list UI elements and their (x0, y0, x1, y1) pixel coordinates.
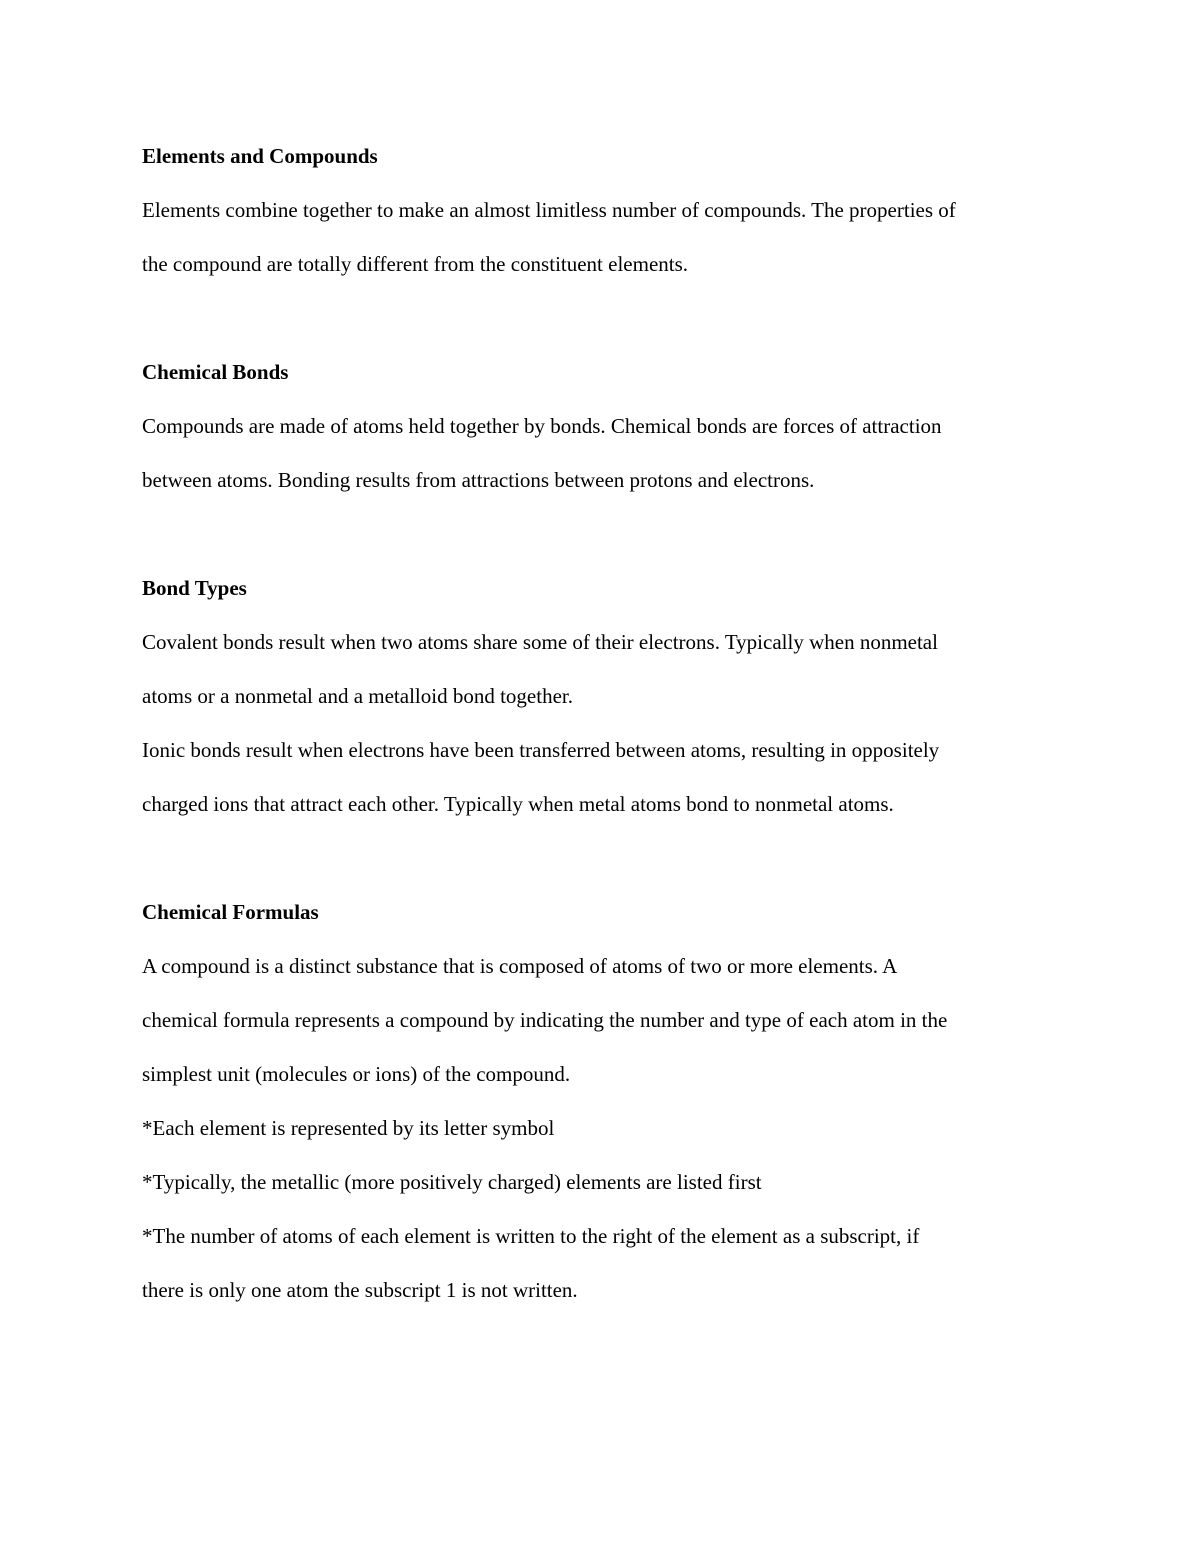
bullet-line: *Typically, the metallic (more positively charged) elements are listed first (142, 1170, 762, 1194)
section-chemical-formulas (142, 896, 1058, 1328)
section-heading: Elements and Compounds (142, 144, 378, 168)
body-line: the compound are totally different from the constituent elements. (142, 252, 689, 276)
body-line: Covalent bonds result when two atoms share some of their electrons. Typically when nonmetal (142, 630, 938, 654)
body-line: chemical formula represents a compound by indicating the number and type of each atom in the (142, 1008, 948, 1032)
section-body (142, 194, 1058, 302)
body-line: Compounds are made of atoms held together by bonds. Chemical bonds are forces of attraction (142, 414, 942, 438)
section-heading: Chemical Bonds (142, 360, 289, 384)
section-body (142, 950, 1058, 1328)
bullet-line: *The number of atoms of each element is written to the right of the element as a subscript, if (142, 1224, 920, 1248)
body-line: there is only one atom the subscript 1 is not written. (142, 1278, 578, 1302)
body-line: A compound is a distinct substance that is composed of atoms of two or more elements. A (142, 954, 898, 978)
body-line: atoms or a nonmetal and a metalloid bond together. (142, 684, 573, 708)
section-heading: Chemical Formulas (142, 900, 319, 924)
body-line: Elements combine together to make an almost limitless number of compounds. The properties of (142, 198, 956, 222)
section-heading: Bond Types (142, 576, 247, 600)
section-elements-and-compounds (142, 140, 1058, 302)
body-line: between atoms. Bonding results from attractions between protons and electrons. (142, 468, 815, 492)
section-body (142, 626, 1058, 842)
section-body (142, 410, 1058, 518)
bullet-line: *Each element is represented by its letter symbol (142, 1116, 555, 1140)
section-bond-types (142, 572, 1058, 842)
body-line: simplest unit (molecules or ions) of the compound. (142, 1062, 571, 1086)
section-chemical-bonds (142, 356, 1058, 518)
body-line: Ionic bonds result when electrons have been transferred between atoms, resulting in oppositely (142, 738, 940, 762)
body-line: charged ions that attract each other. Typically when metal atoms bond to nonmetal atoms. (142, 792, 894, 816)
